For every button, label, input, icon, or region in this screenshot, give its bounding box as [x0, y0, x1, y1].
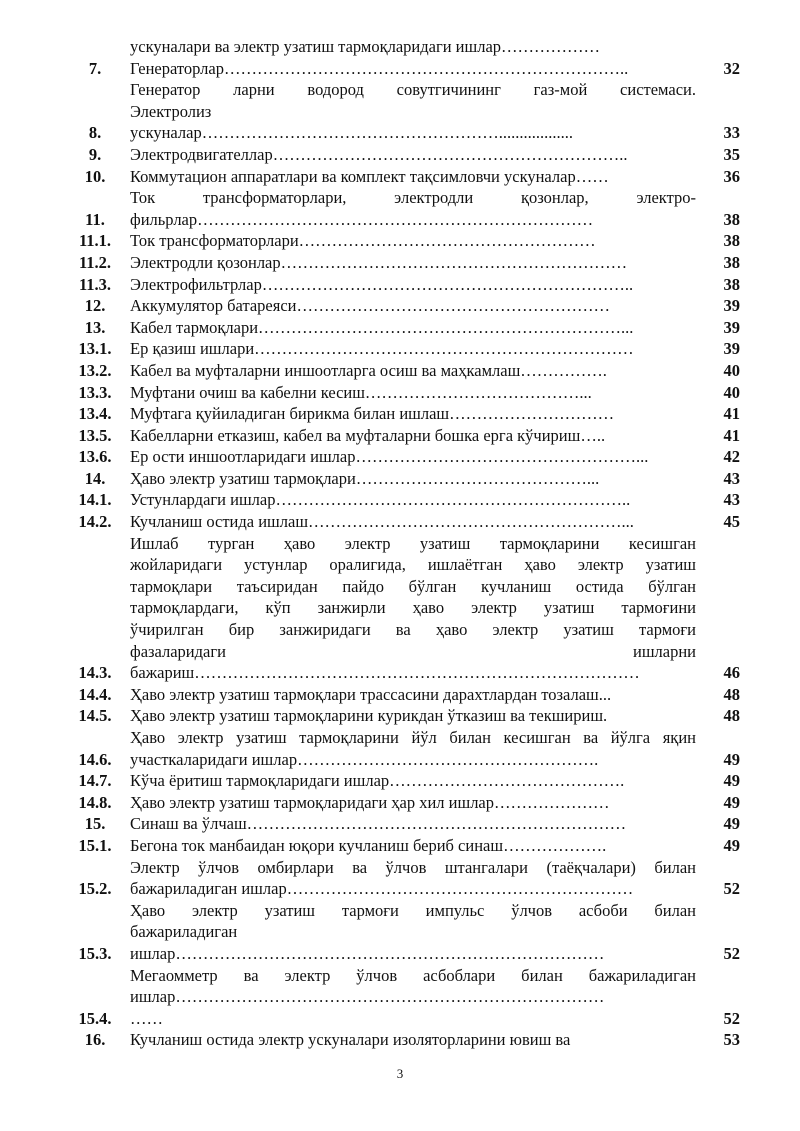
- toc-entry-line: Ҳаво электр узатиш тармоқларидаги ҳар хил ишлар…………………: [130, 792, 610, 812]
- toc-entry-page: 52: [723, 879, 740, 899]
- toc-entry-page: 52: [723, 1008, 740, 1028]
- toc-entry-line: Муфтани очиш ва кабелни кесиш…………………………………...: [130, 382, 592, 402]
- toc-entry-number: 14.4.: [78, 684, 112, 704]
- toc-entry-page: 39: [723, 296, 740, 316]
- toc-entry-title: [130, 36, 696, 58]
- toc-entry-line: Генератор ларни водород совутгичининг газ-мой системаси.: [130, 80, 696, 100]
- toc-entry-page: 39: [723, 339, 740, 359]
- toc-entry-number: 14.1.: [78, 490, 112, 510]
- toc-entry-number: 8.: [88, 123, 102, 143]
- toc-entry-number: 7.: [88, 58, 102, 78]
- toc-entry-number: 14.6.: [78, 749, 112, 769]
- toc-entry-number: 15.: [84, 814, 106, 834]
- toc-entry-number: 13.: [84, 317, 106, 337]
- toc-entry-page: 52: [723, 943, 740, 963]
- toc-entry-page: 49: [723, 835, 740, 855]
- toc-entry-title: [130, 468, 696, 490]
- toc-entry-page: 46: [723, 663, 740, 683]
- toc-entry-title: [130, 144, 696, 166]
- toc-entry-title: [130, 360, 696, 382]
- toc-entry: [60, 360, 740, 382]
- toc-entry-line: Ток трансформаторлари………………………………………………: [130, 231, 596, 251]
- toc-entry-number: 14.3.: [78, 663, 112, 683]
- toc-entry-line: Бегона ток манбаидан юқори кучланиш бериб синаш……………….: [130, 835, 607, 855]
- toc-entry-line: Кўча ёритиш тармоқларидаги ишлар…………………………………….: [130, 771, 625, 791]
- table-of-contents: [60, 36, 740, 1051]
- toc-entry-line: бажариш………………………………………………………………………: [130, 663, 640, 683]
- toc-entry-page: 45: [723, 512, 740, 532]
- toc-entry: [60, 144, 740, 166]
- toc-entry: [60, 705, 740, 727]
- toc-entry-line: Кабел ва муфталарни иншоотларга осиш ва маҳкамлаш…………….: [130, 360, 607, 380]
- toc-entry-number: 13.5.: [78, 425, 112, 445]
- toc-entry-page: 32: [723, 58, 740, 78]
- toc-entry-line: Муфтага қуйиладиган бирикма билан ишлаш…………………………: [130, 404, 615, 424]
- toc-entry-line: фазаларидаги ишларни: [130, 641, 696, 661]
- toc-entry-line: тармоқлардаги, кўп занжирли ҳаво электр узатиш тармоғини: [130, 598, 696, 618]
- toc-entry-page: 41: [723, 404, 740, 424]
- toc-entry-title: [130, 425, 696, 447]
- toc-entry-line: Аккумулятор батареяси…………………………………………………: [130, 296, 610, 316]
- toc-entry: [60, 317, 740, 339]
- toc-entry: [60, 900, 740, 965]
- toc-entry-title: [130, 382, 696, 404]
- toc-entry-number: 13.1.: [78, 339, 112, 359]
- toc-entry-title: [130, 511, 696, 533]
- toc-entry-title: [130, 705, 696, 727]
- toc-entry-line: Кучланиш остида электр ускуналари изоляторларини ювиш ва: [130, 1030, 571, 1050]
- toc-entry-page: 49: [723, 771, 740, 791]
- toc-entry-title: [130, 295, 696, 317]
- toc-entry-page: 42: [723, 447, 740, 467]
- toc-entry-line: Электрофильтрлар…………………………………………………………..: [130, 274, 634, 294]
- toc-entry: [60, 403, 740, 425]
- toc-entry-line: тармоқлари таъсиридан пайдо бўлган кучланиш остида бўлган: [130, 576, 696, 596]
- toc-entry-title: [130, 338, 696, 360]
- toc-entry-number: 12.: [84, 296, 106, 316]
- toc-entry-title: [130, 835, 696, 857]
- toc-entry-line: Ҳаво электр узатиш тармоқларини йўл билан кесишган ва йўлга яқин: [130, 728, 696, 747]
- toc-entry: [60, 295, 740, 317]
- toc-entry-line: ишлар……………………………………………………………………: [130, 943, 605, 963]
- toc-entry-number: 15.3.: [78, 943, 112, 963]
- toc-entry-line: Синаш ва ўлчаш……………………………………………………………: [130, 814, 627, 834]
- toc-entry-number: 14.8.: [78, 792, 112, 812]
- toc-entry-number: 14.7.: [78, 771, 112, 791]
- toc-entry-title: [130, 684, 696, 706]
- toc-entry-line: Ер қазиш ишлари……………………………………………………………: [130, 339, 634, 359]
- toc-entry: [60, 489, 740, 511]
- toc-entry-title: [130, 727, 696, 770]
- toc-entry-line: ускуналар………………………………………………..................: [130, 123, 573, 143]
- toc-entry-line: Электролиз: [130, 101, 212, 121]
- toc-entry-number: 14.5.: [78, 706, 112, 726]
- toc-entry-page: 53: [723, 1030, 740, 1050]
- toc-entry: [60, 230, 740, 252]
- toc-entry: [60, 727, 740, 770]
- toc-entry-line: Электр ўлчов омбирлари ва ўлчов штангалари (таёқчалари) билан: [130, 857, 696, 877]
- toc-entry-line: Кабелларни етказиш, кабел ва муфталарни бошка ерга кўчириш…..: [130, 425, 606, 445]
- toc-entry-title: [130, 770, 696, 792]
- toc-entry-title: [130, 252, 696, 274]
- toc-entry: [60, 857, 740, 900]
- toc-entry-line: Коммутацион аппаратлари ва комплект тақсимловчи ускуналар……: [130, 166, 609, 186]
- toc-entry-title: [130, 813, 696, 835]
- toc-entry-line: Кучланиш остида ишлаш…………………………………………………...: [130, 512, 634, 532]
- toc-entry-title: [130, 965, 696, 1030]
- toc-entry: [60, 468, 740, 490]
- toc-entry-number: 14.2.: [78, 512, 112, 532]
- toc-entry: [60, 252, 740, 274]
- toc-entry-number: 15.1.: [78, 835, 112, 855]
- toc-entry: [60, 274, 740, 296]
- toc-entry: [60, 58, 740, 80]
- toc-entry-line: Ҳаво электр узатиш тармоқлари……………………………………...: [130, 468, 600, 488]
- toc-entry-line: Ҳаво электр узатиш тармоқлари трассасини дарахтлардан тозалаш...: [130, 684, 612, 704]
- toc-entry: [60, 187, 740, 230]
- toc-entry-title: [130, 446, 696, 468]
- toc-entry-number: 16.: [84, 1030, 106, 1050]
- page-number: 3: [396, 1066, 404, 1081]
- toc-entry-page: 33: [723, 123, 740, 143]
- toc-entry: [60, 835, 740, 857]
- toc-entry: [60, 965, 740, 1030]
- toc-entry-page: 36: [723, 166, 740, 186]
- toc-entry-line: бажариладиган ишлар………………………………………………………: [130, 879, 634, 899]
- toc-entry-page: 49: [723, 792, 740, 812]
- toc-entry-line: Мегаомметр ва электр ўлчов асбоблари билан бажариладиган: [130, 965, 696, 985]
- toc-entry: [60, 1029, 740, 1051]
- toc-entry-line: участкаларидаги ишлар……………………………………………….: [130, 749, 599, 769]
- toc-entry-line: фильрлар………………………………………………………………: [130, 209, 594, 229]
- toc-entry-line: Устунлардаги ишлар………………………………………………………..: [130, 490, 631, 510]
- toc-entry-title: [130, 58, 696, 80]
- toc-entry-number: 11.3.: [78, 274, 112, 294]
- toc-entry-page: 38: [723, 252, 740, 272]
- toc-entry-title: [130, 79, 696, 144]
- toc-entry-line: ўчирилган бир занжиридаги ва ҳаво электр узатиш тармоғи: [130, 620, 696, 640]
- toc-entry: [60, 813, 740, 835]
- toc-entry-page: 41: [723, 425, 740, 445]
- toc-entry-number: 13.4.: [78, 404, 112, 424]
- toc-entry-line: Электродли қозонлар………………………………………………………: [130, 252, 628, 272]
- toc-entry-number: 11.2.: [78, 252, 112, 272]
- toc-entry-title: [130, 403, 696, 425]
- toc-entry-page: 48: [723, 706, 740, 726]
- toc-entry: [60, 446, 740, 468]
- toc-entry-title: [130, 166, 696, 188]
- toc-entry-page: 38: [723, 231, 740, 251]
- toc-entry-line: ишлар……………………………………………………………………: [130, 987, 605, 1007]
- toc-entry-title: [130, 792, 696, 814]
- toc-entry-page: 40: [723, 360, 740, 380]
- toc-entry-title: [130, 317, 696, 339]
- toc-entry-page: 40: [723, 382, 740, 402]
- toc-entry-title: [130, 533, 696, 684]
- toc-entry-page: 49: [723, 814, 740, 834]
- toc-entry-line: Ишлаб турган ҳаво электр узатиш тармоқларини кесишган: [130, 533, 696, 553]
- toc-entry: [60, 684, 740, 706]
- toc-entry: [60, 36, 740, 58]
- toc-entry-number: 14.: [84, 468, 106, 488]
- toc-entry-line: Ток трансформаторлари, электродли қозонлар, электро-: [130, 188, 696, 208]
- toc-entry-number: 11.: [85, 209, 105, 229]
- toc-entry-page: 39: [723, 317, 740, 337]
- toc-entry-title: [130, 900, 696, 965]
- toc-entry-number: 13.3.: [78, 382, 112, 402]
- toc-entry-line: Ҳаво электр узатиш тармоқларини курикдан ўтказиш ва текшириш.: [130, 706, 608, 726]
- toc-entry-title: [130, 230, 696, 252]
- toc-entry-number: 13.2.: [78, 360, 112, 380]
- toc-entry-line: Ҳаво электр узатиш тармоғи импульс ўлчов асбоби билан: [130, 900, 696, 920]
- toc-entry: [60, 511, 740, 533]
- toc-entry-page: 38: [723, 274, 740, 294]
- toc-entry-title: [130, 489, 696, 511]
- toc-entry-page: 43: [723, 468, 740, 488]
- toc-entry-line: Электродвигателлар………………………………………………………..: [130, 144, 628, 164]
- toc-entry-number: 11.1.: [78, 231, 112, 251]
- toc-entry: [60, 533, 740, 684]
- toc-entry-line: жойларидаги устунлар оралигида, ишлаётган ҳаво электр узатиш: [130, 555, 696, 575]
- toc-entry-number: 15.2.: [78, 879, 112, 899]
- toc-entry-number: 13.6.: [78, 447, 112, 467]
- toc-entry: [60, 338, 740, 360]
- toc-entry: [60, 79, 740, 144]
- toc-entry-title: [130, 1029, 696, 1051]
- toc-entry-page: 35: [723, 144, 740, 164]
- toc-entry-page: 49: [723, 749, 740, 769]
- toc-entry-title: [130, 274, 696, 296]
- toc-entry-line: Генераторлар………………………………………………………………..: [130, 58, 629, 78]
- toc-entry-number: 15.4.: [78, 1008, 112, 1028]
- toc-entry-line: Кабел тармоқлари…………………………………………………………...: [130, 317, 634, 337]
- toc-entry-number: 9.: [88, 144, 102, 164]
- toc-entry: [60, 166, 740, 188]
- toc-entry-title: [130, 187, 696, 230]
- toc-entry-page: 43: [723, 490, 740, 510]
- toc-entry: [60, 425, 740, 447]
- toc-entry-line: ускуналари ва электр узатиш тармоқларидаги ишлар………………: [130, 37, 601, 56]
- toc-entry-number: 10.: [84, 166, 106, 186]
- toc-entry-title: [130, 857, 696, 900]
- toc-entry: [60, 792, 740, 814]
- toc-entry-page: 48: [723, 684, 740, 704]
- toc-entry-line: бажариладиган: [130, 922, 238, 942]
- toc-entry-line: Ер ости иншоотларидаги ишлар……………………………………………...: [130, 447, 649, 467]
- toc-entry: [60, 382, 740, 404]
- toc-entry-page: 38: [723, 209, 740, 229]
- toc-entry: [60, 770, 740, 792]
- toc-entry-line: ……: [130, 1008, 163, 1028]
